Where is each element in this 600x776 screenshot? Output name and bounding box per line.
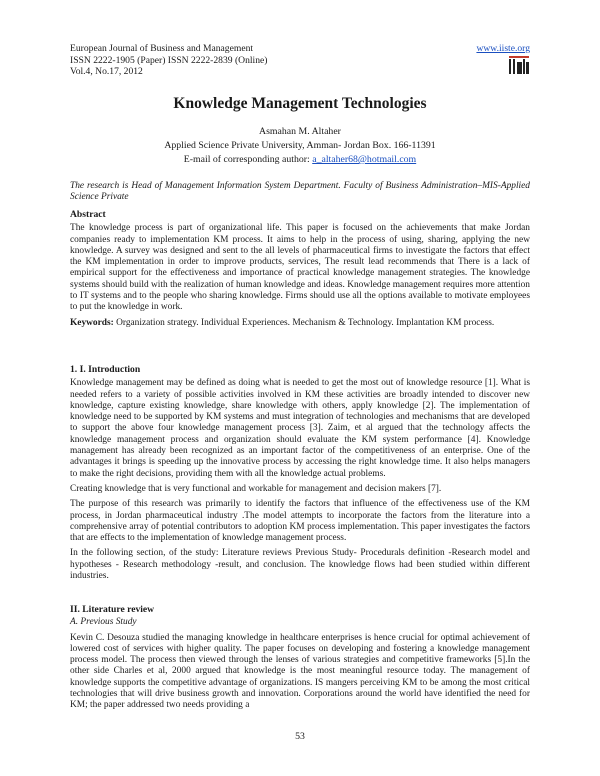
author-name: Asmahan M. Altaher [259,126,341,137]
introduction-heading: 1. I. Introduction [70,364,141,375]
author-affiliation: Applied Science Private University, Amman- Jordan Box. 166-11391 [164,140,436,151]
author-email-line [70,154,530,165]
literature-heading: II. Literature review [70,604,155,615]
introduction-section [70,364,530,582]
author-note: The research is Head of Management Information System Department. Faculty of Business Administration–MIS-Applied Science Private [70,181,530,203]
intro-paragraph-4: In the following section, of the study: Literature reviews Previous Study- Procedurals definition -Research model and hypotheses - Research methodology -result, and conclusion. The knowledge flows had been studied within different industries. [70,548,530,582]
abstract-section [70,209,530,329]
keywords-text: Organization strategy. Individual Experiences. Mechanism & Technology. Implantation KM process. [116,317,495,328]
intro-paragraph-1: Knowledge management may be defined as doing what is needed to get the most out of knowledge resource [1]. What is needed refers to a variety of possible activities involved in KM these activities are broadly intended to discover new knowledge, capture existing knowledge, share knowledge with others, apply knowledge [2]. The implementation of knowledge need to be supported by KM systems and must integration of technologies and mechanisms that are developed to support the above four knowledge management process [3]. Zaim, et al argued that the technology affects the knowledge management process and organization should evaluate the KM system performance [4]. Knowledge management has already been recognized as an important factor of the competitiveness of an enterprise. One of the advantages it brings is speeding up the innovative process by accessing the right knowledge time. It also helps managers to make the right decisions, providing them with all the knowledge actual problems. [70,378,530,479]
journal-issn: ISSN 2222-1905 (Paper) ISSN 2222-2839 (Online) [70,54,268,66]
journal-volume: Vol.4, No.17, 2012 [70,66,143,78]
website-link[interactable]: www.iiste.org [476,43,530,54]
email-label: E-mail of corresponding author: [183,154,310,165]
page-number: 53 [295,731,305,742]
literature-section [70,604,530,712]
keywords-line [70,318,530,329]
keywords-label: Keywords: [70,317,114,328]
email-link[interactable]: a_altaher68@hotmail.com [312,154,417,165]
intro-paragraph-3: The purpose of this research was primarily to identify the factors that influence of the effectiveness use of the KM process, in Jordan pharmaceutical industry .The model attempts to incorporate the factors from the literature into a comprehensive array of potential contributors to adoption KM process implementation. This paper investigates the factors that are effects to the implementation of knowledge management process. [70,499,530,544]
iiste-logo-icon [508,56,530,76]
abstract-text: The knowledge process is part of organizational life. This paper is focused on the achievements that make Jordan companies ready to implementation KM process. It aims to help in the process of using, sharing, applying the new knowledge. A survey was designed and sent to the all levels of pharmaceutical firms to investigate the factors that effect the KM implementation in order to improve products, services, The result lead recommends that There is a lack of empirical support for the effectiveness and importance of practical knowledge management strategies. The knowledge systems should build with the realization of human knowledge and ideas. Knowledge management requires more attention to IT systems and to the people who sharing knowledge. Firms should use all the options available to motivate employees to put the knowledge in work. [70,223,530,313]
journal-header [70,43,267,78]
previous-study-subheading: A. Previous Study [70,617,137,628]
intro-paragraph-2: Creating knowledge that is very functional and workable for management and decision makers [7]. [70,483,442,494]
journal-name: European Journal of Business and Management [70,43,254,54]
abstract-heading: Abstract [70,209,106,220]
journal-website[interactable] [476,43,530,54]
literature-paragraph-1: Kevin C. Desouza studied the managing knowledge in healthcare enterprises is hence crucial for optimal achievement of lowered cost of services with higher quality. The paper focuses on developing and fostering a knowledge management process model. The process then viewed through the lenses of various strategies and competitive frameworks [5].In the other side Charles et al, 2000 argued that knowledge is the most meaningful resource today. The management of knowledge supports the competitive advantage of organizations. IS mangers perceiving KM to be among the most critical technologies that will drive business growth and innovation. Corporations around the world have identified the need for KM; the paper addressed two needs providing a [70,632,530,711]
paper-title: Knowledge Management Technologies [173,95,427,112]
